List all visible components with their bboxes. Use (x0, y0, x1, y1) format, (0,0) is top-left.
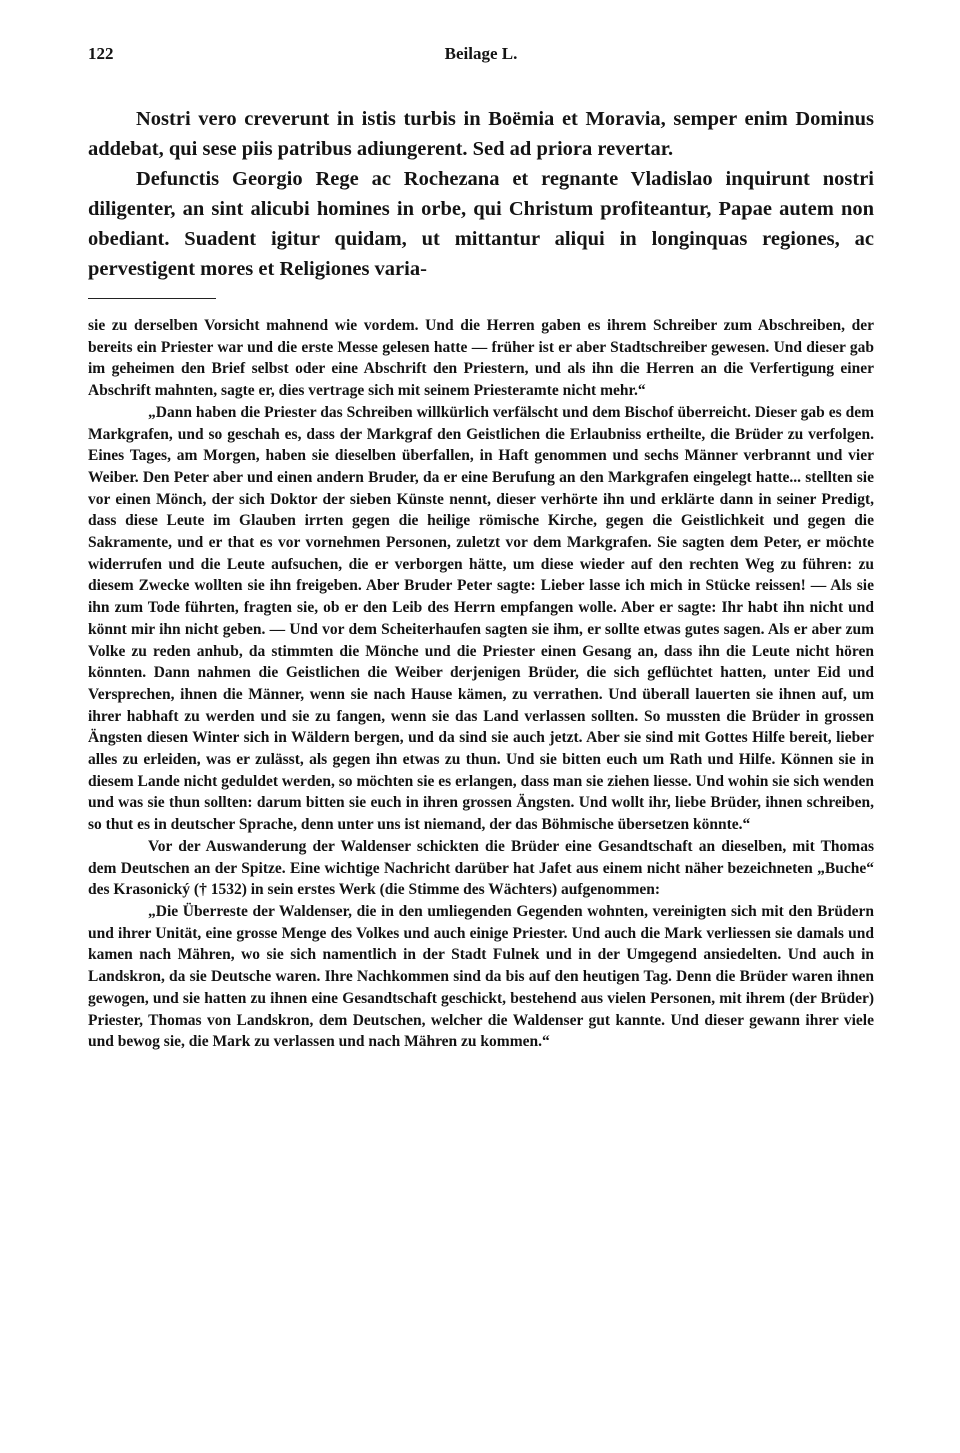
footnote-paragraph-1: sie zu derselben Vorsicht mahnend wie vordem. Und die Herren gaben es ihrem Schreiber zum Abschreiben, der bereits ein Priester war und die erste Messe gelesen hatte — früher ist er aber Stadtschreiber gewesen. Und dieser gab im geheimen den Brief selbst oder eine Abschrift den Priestern, und als ihn die Herren an die Verfertigung einer Abschrift mahnten, sagte er, dies vertrage sich mit seinem Priesteramte nicht mehr.“ (88, 317, 874, 400)
footnote-paragraph-2: „Dann haben die Priester das Schreiben willkürlich verfälscht und dem Bischof überreicht. Dieser gab es dem Markgrafen, und so geschah es, dass der Markgraf den Geistlichen die Erlaubniss ertheilte, die Brüder zu verfolgen. Eines Tages, am Morgen, haben sie dieselben überfallen, in Haft genommen und sechs Männer verbrannt und vier Weiber. Den Peter aber und einen andern Bruder, da er eine Berufung an den Markgrafen eingelegt hatte... stellten sie vor einen Mönch, der sich Doktor der sieben Künste nennt, dieser verhörte ihn und erklärte dann in seiner Predigt, dass diese Leute im Glauben irrten gegen die heilige römische Kirche, gegen die Geistlichkeit und gegen die Sakramente, und er that es vor vornehmen Personen, zuletzt vor dem Markgrafen. Sie sagten dem Peter, er möchte widerrufen und die Leute aufsuchen, die er verborgen hätte, um diese wieder auf den rechten Weg zu führen: zu diesem Zwecke wollten sie ihn freigeben. Aber Bruder Peter sagte: Lieber lasse ich mich in Stücke reissen! — Als sie ihn zum Tode führten, fragten sie, ob er den Leib des Herrn empfangen wolle. Aber er sagte: Ihr habt ihn nicht und könnt mir ihn nicht geben. — Und vor dem Scheiterhaufen sagten sie ihm, er sollte etwas gutes sagen. Als er aber zum Volke zu reden anhub, da stimmten die Mönche und die Priester einen Gesang an, dass ihn die Leute nicht hören könnten. Dann nahmen die Geistlichen die Weiber derjenigen Brüder, die sich geflüchtet hatten, unter Eid und Versprechen, ihnen die Männer, wenn sie nach Hause kämen, zu verrathen. Und überall lauerten sie ihnen auf, um ihrer habhaft zu werden und sie zu fangen, wenn sie das Land verlassen sollten. So mussten die Brüder in grossen Ängsten diesen Winter sich in Wäldern bergen, und da sind sie auch jetzt. Aber sie sind mit Gottes Hilfe bereit, lieber alles zu erleiden, was er zulässt, als gegen ihn etwas zu thun. Und sie bitten euch um Rath und Hilfe. Können sie in diesem Lande nicht geduldet werden, so möchten sie es erlangen, dass man sie ziehen liesse. Und wohin sie sich wenden und was sie thun sollten: darum bitten sie euch in ihren grossen Ängsten. Und wollt ihr, liebe Brüder, ihnen schreiben, so thut es in deutscher Sprache, denn unter uns ist niemand, der das Böhmische übersetzen könnte.“ (88, 403, 874, 834)
footnote-divider (88, 298, 216, 299)
footnote-paragraph-4: „Die Überreste der Waldenser, die in den umliegenden Gegenden wohnten, vereinigten sich mit den Brüdern und ihrer Unität, eine grosse Menge des Volkes und auch einige Priester. Und auch die Mark verliessen sie damals und kamen nach Mähren, wo sie sich namentlich in der Stadt Fulnek und in der Umgegend ansiedelten. Und auch in Landskron, da sie Deutsche waren. Ihre Nachkommen sind da bis auf den heutigen Tag. Denn die Brüder waren ihnen gewogen, und sie hatten zu ihnen eine Gesandtschaft geschickt, bestehend aus vielen Personen, mit ihrem (der Brüder) Priester, Thomas von Landskron, dem Deutschen, welcher die Waldenser gut kannte. Und dieser gewann ihrer viele und bewog sie, die Mark zu verlassen und nach Mähren zu kommen.“ (88, 902, 874, 1051)
main-text (88, 104, 874, 284)
footnote-paragraph-3: Vor der Auswanderung der Waldenser schickten die Brüder eine Gesandtschaft an dieselben, mit Thomas dem Deutschen an der Spitze. Eine wichtige Nachricht darüber hat Jafet aus einem nicht näher bezeichneten „Buche“ des Krasonický († 1532) in sein erstes Werk (die Stimme des Wächters) aufgenommen: (88, 837, 874, 899)
page-header (88, 40, 874, 76)
footnotes (88, 315, 874, 1053)
main-paragraph-2: Defunctis Georgio Rege ac Rochezana et regnante Vladislao inquirunt nostri diligenter, an sint alicubi homines in orbe, qui Christum profiteantur, Papae autem non obediant. Suadent igitur quidam, ut mittantur aliqui in longinquas regiones, ac pervestigent mores et Religiones varia- (88, 168, 874, 280)
main-paragraph-1: Nostri vero creverunt in istis turbis in Boëmia et Moravia, semper enim Dominus addebat, qui sese piis patribus adiungerent. Sed ad priora revertar. (88, 108, 874, 160)
running-title: Beilage L. (444, 44, 518, 63)
page-number: 122 (88, 44, 114, 63)
